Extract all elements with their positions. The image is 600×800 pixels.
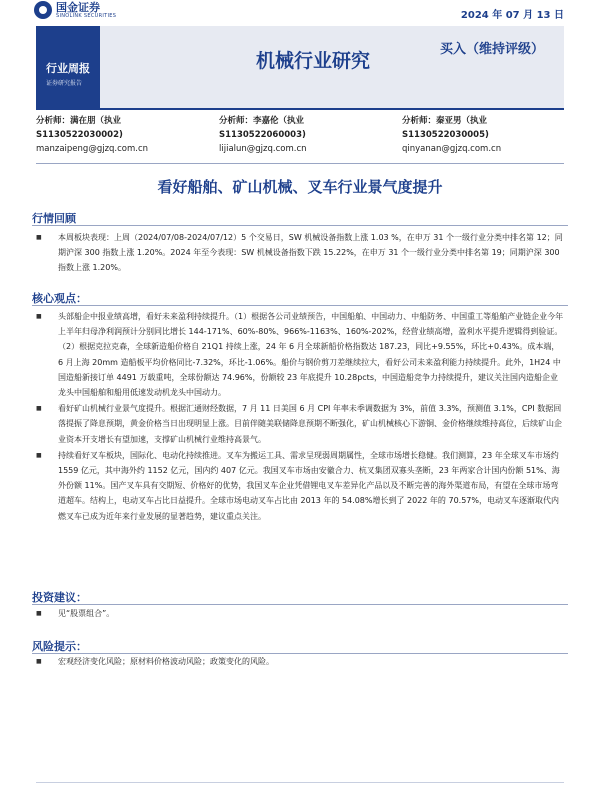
section-rule bbox=[32, 604, 568, 605]
section-rule bbox=[32, 305, 568, 306]
core-block bbox=[36, 309, 564, 525]
analyst-name: 分析师：满在朋（执业 bbox=[36, 116, 122, 126]
page-divider bbox=[36, 782, 564, 783]
top-strip bbox=[0, 0, 600, 26]
analyst-2 bbox=[219, 114, 389, 156]
section-title-risk: 风险提示： bbox=[32, 640, 87, 653]
report-title: 机械行业研究 bbox=[256, 50, 371, 72]
analyst-3 bbox=[402, 114, 572, 156]
list-item: ■ 见“股票组合”。 bbox=[36, 606, 564, 621]
list-item: ■ 本周板块表现：上周（2024/07/08-2024/07/12）5 个交易日，SW 机械设备指数上涨 1.03 %，在申万 31 个一级行业分类中排名第 12；同期沪深 300 指数上涨 1.20%。2024 年至今表现：SW 机械设备指数下跌 15.22%，在申万 31 个一级行业分类中排名第 19；同期沪深 300 指数上涨 1.20%。 bbox=[36, 230, 564, 276]
section-title-core: 核心观点： bbox=[32, 292, 87, 305]
analyst-id: S1130522060003) bbox=[219, 130, 306, 140]
analyst-name: 分析师：秦亚男（执业 bbox=[402, 116, 488, 126]
headline: 看好船舶、矿山机械、叉车行业景气度提升 bbox=[157, 178, 443, 196]
banner-rule bbox=[100, 108, 564, 110]
advice-block bbox=[36, 606, 564, 622]
report-banner bbox=[36, 26, 564, 110]
section-title-review: 行情回顾 bbox=[32, 212, 76, 225]
list-item: ■ 持续看好叉车板块，国际化、电动化持续推进。叉车为搬运工具、需求呈现弱周期属性，全球市场增长稳健。我们测算，23 年全球叉车市场约 1559 亿元，其中海外约 1152 亿元，国内约 407 亿元。我国叉车市场由安徽合力、杭叉集团双寡头垄断，23 年两家合计国内份额 51%、海外份额 11%。国产叉车具有交期短、价格好的优势，我国叉车企业凭借锂电叉车差异化产品以及不断完善的海外渠道布局，有望在全球市场弯道超车。结构上，电动叉车占比日益提升。全球市场电动叉车占比由 2013 年的 54.08%增长到了 2022 年的 70.57%，电动叉车逐渐取代内燃叉车已成为近年来行业发展的显著趋势，建议重点关注。 bbox=[36, 448, 564, 524]
analyst-email[interactable]: lijialun@gjzq.com.cn bbox=[219, 144, 307, 154]
report-date: 2024 年 07 月 13 日 bbox=[460, 10, 564, 21]
logo-cn: 国金证券 bbox=[56, 0, 100, 14]
list-item: ■ 看好矿山机械行业景气度提升。根据汇通财经数据，7 月 11 日美国 6 月 CPI 年率未季调数据为 3%，前值 3.3%，预测值 3.1%，CPI 数据回落提振了降息预期，黄金价格当日出现明显上涨。目前伴随美联储降息预期不断强化，矿山机械核心下游铜、金价格继续维持高位，后续矿山企业资本开支增长有望加速，支撑矿山机械行业维持高景气。 bbox=[36, 401, 564, 447]
report-type: 证券研究报告 bbox=[46, 80, 83, 87]
section-title-advice: 投资建议： bbox=[32, 591, 87, 604]
risk-block bbox=[36, 654, 564, 670]
rating-badge: 买入（维持评级） bbox=[439, 42, 544, 57]
sinolink-logo bbox=[34, 0, 116, 20]
analyst-id: S1130522030005) bbox=[402, 130, 489, 140]
list-item: ■ 宏观经济变化风险；原材料价格波动风险；政策变化的风险。 bbox=[36, 654, 564, 669]
analyst-1 bbox=[36, 114, 206, 156]
logo-en: SINOLINK SECURITIES bbox=[56, 12, 117, 19]
analyst-email[interactable]: qinyanan@gjzq.com.cn bbox=[402, 144, 502, 154]
list-item: ■ 头部船企中报业绩高增，看好未来盈利持续提升。（1）根据各公司业绩预告，中国船舶、中国动力、中船防务、中国重工等船舶产业链企业今年上半年归母净利润预计分别同比增长 144-171%、60%-80%、966%-1163%、160%-202%，经营业绩高增，盈利水平提升逻辑得到验证。（2）根据克拉克森，全球新造船价格自 21Q1 持续上涨，24 年 6 月全球新船价格指数达 187.23，同比+9.55%，环比+0.43%。成本端，6 月上海 20mm 造船板平均价格同比-7.32%，环比-1.06%。船价与钢价剪刀差继续拉大，看好公司未来盈利能力持续提升。此外，1H24 中国造船新接订单 4491 万载重吨，全球份额达 74.96%，份额较 23 年底提升 10.28pcts，中国造船竞争力持续提升，建议关注国内造船企业龙头中国船舶和船用低速发动机龙头中国动力。 bbox=[36, 309, 564, 400]
logo-icon bbox=[34, 1, 52, 19]
banner-left-block bbox=[36, 26, 100, 110]
section-rule bbox=[32, 225, 568, 226]
analyst-name: 分析师：李嘉伦（执业 bbox=[219, 116, 305, 126]
analyst-id: S1130522030002) bbox=[36, 130, 123, 140]
report-category: 行业周报 bbox=[46, 62, 90, 75]
review-block bbox=[36, 230, 564, 277]
analyst-email[interactable]: manzaipeng@gjzq.com.cn bbox=[36, 144, 149, 154]
analyst-list bbox=[36, 114, 564, 164]
